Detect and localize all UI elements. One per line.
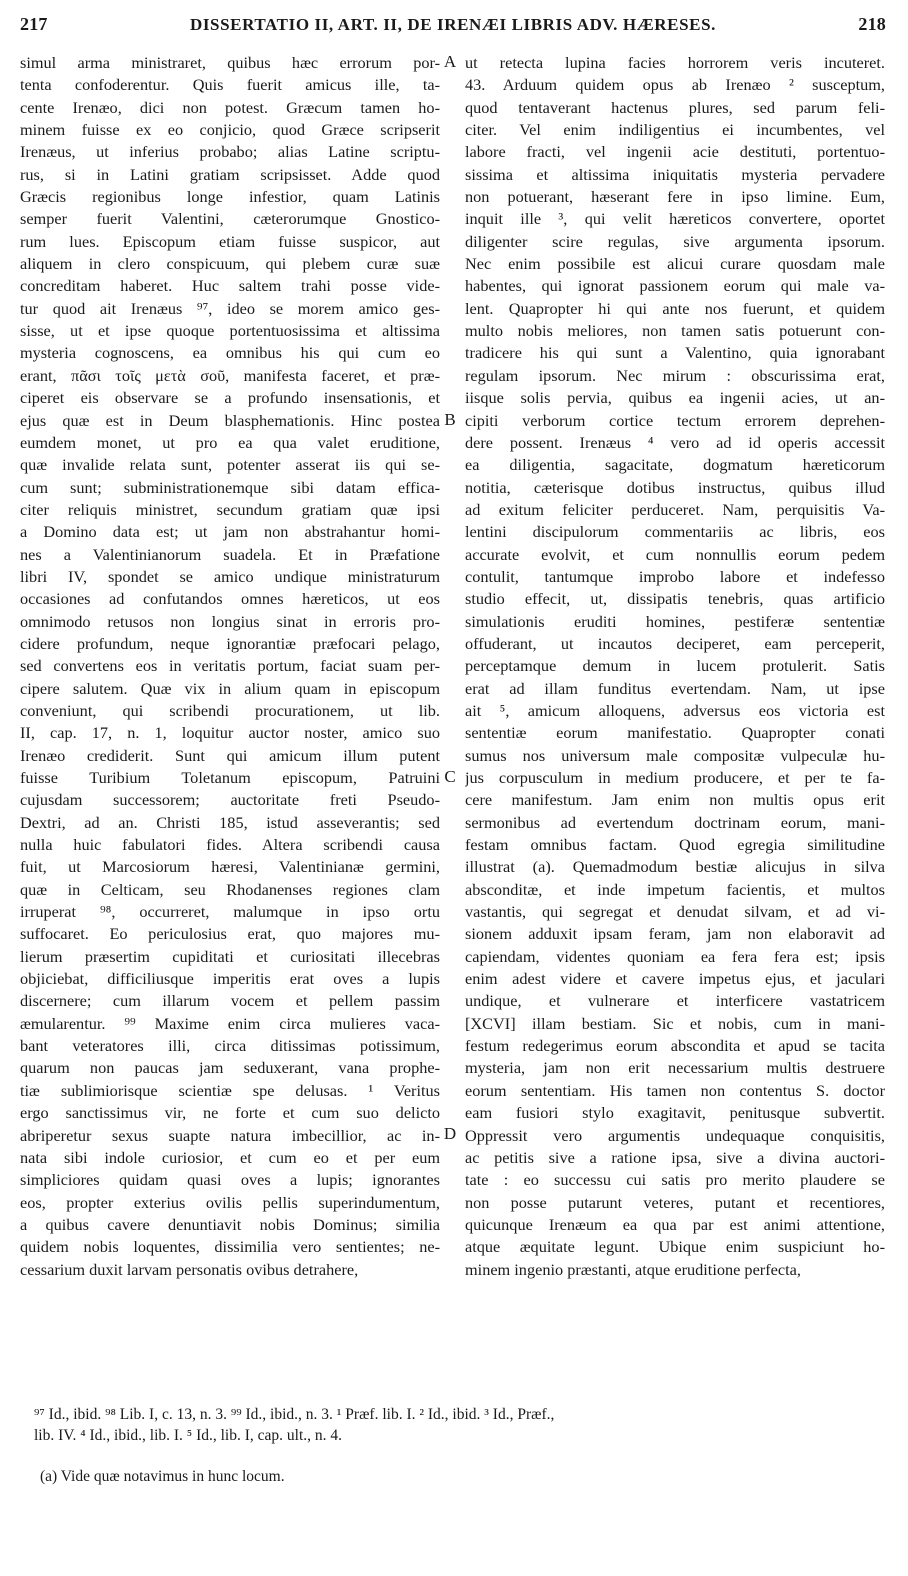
text-line: diligenter scire regulas, sive argumenta ipsorum. <box>465 231 885 251</box>
text-line: simulationis eruditi homines, pestiferæ sententiæ <box>465 611 885 631</box>
text-line: tiæ sublimiorisque scientiæ spe delusas. ¹ Veritus <box>20 1080 440 1100</box>
text-line: tur quod ait Irenæus ⁹⁷, ideo se morem amico ges- <box>20 298 440 318</box>
text-line: cum sunt; subministrationemque sibi datam effica- <box>20 477 440 497</box>
text-line: perceptamque demum in lucem protulerit. Satis <box>465 656 885 676</box>
text-line: multo nobis meliores, non tamen satis potuerunt con- <box>465 321 885 341</box>
text-line: Irenæus, ut inferius probabo; alias Latine scriptu- <box>20 142 440 162</box>
text-line: eumdem monet, ut pro ea qua valet eruditione, <box>20 432 440 452</box>
text-line: citer. Vel enim indiligentius ei incumbentes, vel <box>465 120 885 140</box>
text-line: enim adest videre et cavere impetus ejus, et jaculari <box>465 969 885 989</box>
text-line: ait ⁵, amicum alloquens, adversus eos victoria est <box>465 700 885 720</box>
text-line: absconditæ, et inde impetum facientis, et multos <box>465 879 885 899</box>
text-line: sed convertens eos in veritatis portum, faciat suam per- <box>20 656 440 676</box>
text-line: sissima et altissima iniquitatis mysteria pervadere <box>465 164 885 184</box>
text-line: capiendam, videntes quoniam ea fera fera est; ipsis <box>465 946 885 966</box>
text-line: sumus nos universum male compositæ vulpeculæ hu- <box>465 745 885 765</box>
text-line: fuit, ut Marcosiorum hæresi, Valentinianæ germini, <box>20 857 440 877</box>
text-line: mysteria, jam non erit necessarium multis destruere <box>465 1058 885 1078</box>
text-line: habentes, qui ignorat passionem eorum qui male va- <box>465 276 885 296</box>
text-line: quod tentaverant hactenus plures, sed parum feli- <box>465 97 885 117</box>
text-line: non posse putarunt veteres, putant et recentiores, <box>465 1192 885 1212</box>
text-line: sisse, ut et ipse quoque portentuosissima et altissima <box>20 321 440 341</box>
text-line: suffocaret. Eo periculosius erat, quo majores mu- <box>20 924 440 944</box>
text-line: II, cap. 17, n. 1, loquitur auctor noster, amico suo <box>20 723 440 743</box>
text-line: eos, propter exterius ovilis pellis superindumentum, <box>20 1192 440 1212</box>
text-line: Græcis regionibus longe infestior, quam Latinis <box>20 187 440 207</box>
text-line: inquit ille ³, qui velit hæreticos convertere, oportet <box>465 209 885 229</box>
text-line: bant veteratores illi, circa ditissimas potissimum, <box>20 1036 440 1056</box>
footnote-line: lib. IV. ⁴ Id., ibid., lib. I. ⁵ Id., lib. I, cap. ult., n. 4. <box>34 1427 343 1444</box>
text-line: illustrat (a). Quemadmodum bestiæ alicujus in silva <box>465 857 885 877</box>
footnotes <box>34 1404 884 1446</box>
text-line: quicunque Irenæum ea qua par est animi attentione, <box>465 1214 885 1234</box>
text-line: occasiones ad confutandos omnes hæreticos, ut eos <box>20 589 440 609</box>
text-line: fuisse Turibium Toletanum episcopum, Patruini <box>20 768 440 787</box>
text-line: vastantis, qui segregat et denudat silvam, et ad vi- <box>465 902 885 922</box>
text-line: accurate evolvit, et cum nonnullis eorum pedem <box>465 544 885 564</box>
text-line: conveniunt, qui scribendi procurationem, ut lib. <box>20 700 440 720</box>
text-line: atque æquitate legunt. Ubique enim suspiciunt ho- <box>465 1237 885 1257</box>
right-column <box>465 52 885 1281</box>
text-line: offuderant, ut incautos deciperet, eam perceperit, <box>465 633 885 653</box>
text-line: semper fuerit Valentini, cæterorumque Gnostico- <box>20 209 440 229</box>
margin-letter-d: D <box>443 1124 457 1143</box>
text-line: sionem adduxit ipsam feram, jam non elaboravit ad <box>465 924 885 944</box>
text-line: citer reliquis ministret, secundum gratiam quæ ipsi <box>20 499 440 519</box>
margin-letter-b: B <box>444 410 456 429</box>
text-line: a Domino data est; ut jam non abstrahantur homi- <box>20 522 440 542</box>
text-line: cere manifestum. Jam enim non multis opus erit <box>465 790 885 810</box>
text-line: regulam ipsorum. Nec mirum : obscurissima erat, <box>465 365 885 385</box>
text-line: objiciebat, difficiliusque imperitis erat oves a lupis <box>20 969 440 989</box>
text-line: abriperetur sexus suapte natura imbecillior, ac in- <box>20 1125 440 1145</box>
text-line: ea diligentia, sagacitate, dogmatum hæreticorum <box>465 455 885 475</box>
text-line: jus corpusculum in medium producere, et per te fa- <box>465 768 885 787</box>
text-line: ergo sanctissimus vir, ne forte et cum suo delicto <box>20 1103 440 1123</box>
text-line: labore fracti, vel ingenii acie destituti, portentuo- <box>465 142 885 162</box>
text-line: cente Irenæo, dici non potest. Græcum tamen ho- <box>20 97 440 117</box>
right-page-number: 218 <box>858 14 886 34</box>
text-line: libri IV, spondet se amico undique ministraturum <box>20 566 440 586</box>
text-line: Dextri, ad an. Christi 185, istud asseverantis; sed <box>20 812 440 832</box>
text-line: [XCVI] illam bestiam. Sic et nobis, cum in mani- <box>465 1013 885 1033</box>
text-line: tenta confoderentur. Quis fuerit amicus ille, ta- <box>20 75 440 95</box>
text-line: irruperat ⁹⁸, occurreret, malumque in ipso ortu <box>20 902 440 922</box>
text-line: minem ingenio præstanti, atque eruditione perfecta, <box>465 1259 801 1279</box>
text-line: erat ad illam funditus evertendam. Nam, ut ipse <box>465 678 885 698</box>
text-line: sententiæ eorum manifestatio. Quapropter conati <box>465 723 885 743</box>
text-line: cipiti verborum cortice tectum errorem deprehen- <box>465 410 885 430</box>
text-line: dere possent. Irenæus ⁴ vero ad id operis accessit <box>465 432 885 452</box>
running-header <box>20 14 886 40</box>
text-line: Nec enim possibile est alicui curare quosdam male <box>465 254 885 274</box>
text-line: sermonibus ad evertendum doctrinam eorum, mani- <box>465 812 885 832</box>
text-line: lierum præsertim cupiditati et curiositati illecebras <box>20 946 440 966</box>
text-line: festam omnibus factam. Quod egregia similitudine <box>465 835 885 855</box>
text-line: lent. Quapropter hi qui ante nos fuerunt, et quidem <box>465 298 885 318</box>
margin-letter-a: A <box>443 52 457 71</box>
left-page-number: 217 <box>20 14 48 34</box>
text-line: ciperet eis observare se a profundo insensationis, et <box>20 388 440 408</box>
text-line: undique, et vulnerare et interficere vastatricem <box>465 991 885 1011</box>
text-line: contulit, tantumque improbo labore et indefesso <box>465 566 885 586</box>
text-line: aliquem in clero conspicuum, qui plebem curæ suæ <box>20 254 440 274</box>
text-line: non potuerant, hæserant fere in ipso limine. Eum, <box>465 187 885 207</box>
text-line: nulla huic fabulatori fides. Altera scribendi causa <box>20 835 440 855</box>
text-line: studio effecit, ut, dissipatis tenebris, quas artificio <box>465 589 885 609</box>
text-line: quæ invalide relata sunt, potenter asserat iis qui se- <box>20 455 440 475</box>
text-line: tradicere his qui sunt a Valentino, quia ignorabant <box>465 343 885 363</box>
text-line: simul arma ministraret, quibus hæc errorum por- <box>20 53 440 72</box>
text-line: 43. Arduum quidem opus ab Irenæo ² susceptum, <box>465 75 885 95</box>
text-line: eorum sententiam. His tamen non contentus S. doctor <box>465 1080 885 1100</box>
text-line: discernere; cum illarum vocem et pellem passim <box>20 991 440 1011</box>
text-line: quæ in Celticam, seu Rhodanenses regiones clam <box>20 879 440 899</box>
running-title: DISSERTATIO II, ART. II, DE IRENÆI LIBRIS ADV. HÆRESES. <box>189 15 717 34</box>
text-line: tate : eo successu cui satis pro merito plaudere se <box>465 1170 885 1190</box>
text-line: concreditam haberet. Huc saltem trahi posse vide- <box>20 276 440 296</box>
text-line: festum redegerimus eorum abscondita et apud se tacita <box>465 1036 885 1056</box>
text-line: erant, πᾶσι τοῖς μετὰ σοῦ, manifesta faceret, et præ- <box>20 365 440 385</box>
text-line: omnimodo retusos non longius sinat in erroris pro- <box>20 611 440 631</box>
text-line: ac petitis sive a ratione ipsa, sive a divina auctori- <box>465 1147 885 1167</box>
text-line: nata sibi indole curiosior, et cum eo et per eum <box>20 1147 440 1167</box>
text-line: simpliciores quidam quasi oves a lupis; ignorantes <box>20 1170 440 1190</box>
text-line: Irenæo crediderit. Sunt qui amicum illum putent <box>20 745 440 765</box>
text-line: cessarium duxit larvam personatis ovibus detrahere, <box>20 1259 359 1279</box>
text-line: ut retecta lupina facies horrorem veris incuteret. <box>465 53 885 72</box>
text-line: mysteria cognoscens, ea omnibus his qui cum eo <box>20 343 440 363</box>
text-line: cipere salutem. Quæ vix in alium quam in episcopum <box>20 678 440 698</box>
margin-letter-c: C <box>444 767 456 786</box>
footnote-line: ⁹⁷ Id., ibid. ⁹⁸ Lib. I, c. 13, n. 3. ⁹⁹ Id., ibid., n. 3. ¹ Præf. lib. I. ² Id., ibid. ³ Id., Præf., <box>34 1406 555 1423</box>
text-line: cujusdam successorem; auctoritate freti Pseudo- <box>20 790 440 810</box>
text-line: a quibus cavere denuntiavit nobis Dominus; similia <box>20 1214 440 1234</box>
text-line: ad exitum feliciter perduceret. Nam, perquisitis Va- <box>465 499 885 519</box>
text-line: quarum non paucas jam seduxerant, vana prophe- <box>20 1058 440 1078</box>
left-column <box>20 52 440 1281</box>
text-line: iisque solis pervia, quibus ea ingenii acies, ut an- <box>465 388 885 408</box>
text-line: quidem nobis loquentes, dissimilia vero sentientes; ne- <box>20 1237 440 1257</box>
text-line: rum lues. Episcopum etiam fuisse suspicor, aut <box>20 231 440 251</box>
text-line: lentini discipulorum commentariis ac libris, eos <box>465 522 885 542</box>
text-line: nes a Valentinianorum suadela. Et in Præfatione <box>20 544 440 564</box>
text-line: eam fusiori stylo exagitavit, penitusque subvertit. <box>465 1103 885 1123</box>
text-line: Oppressit vero argumentis undequaque conquisitis, <box>465 1125 885 1145</box>
text-line: notitia, cæterisque dotibus instructus, quibus illud <box>465 477 885 497</box>
editor-note: (a) Vide quæ notavimus in hunc locum. <box>40 1468 285 1485</box>
text-line: æmularentur. ⁹⁹ Maxime enim circa mulieres vaca- <box>20 1013 440 1033</box>
text-line: ejus quæ est in Deum blasphemationis. Hinc postea <box>20 410 440 430</box>
text-line: minem fuisse ex eo conjicio, quod Græce scripserit <box>20 120 440 140</box>
text-line: cidere profundum, neque ignorantiæ præfocari pelago, <box>20 633 440 653</box>
text-line: rus, si in Latini gratiam scripsisset. Adde quod <box>20 164 440 184</box>
